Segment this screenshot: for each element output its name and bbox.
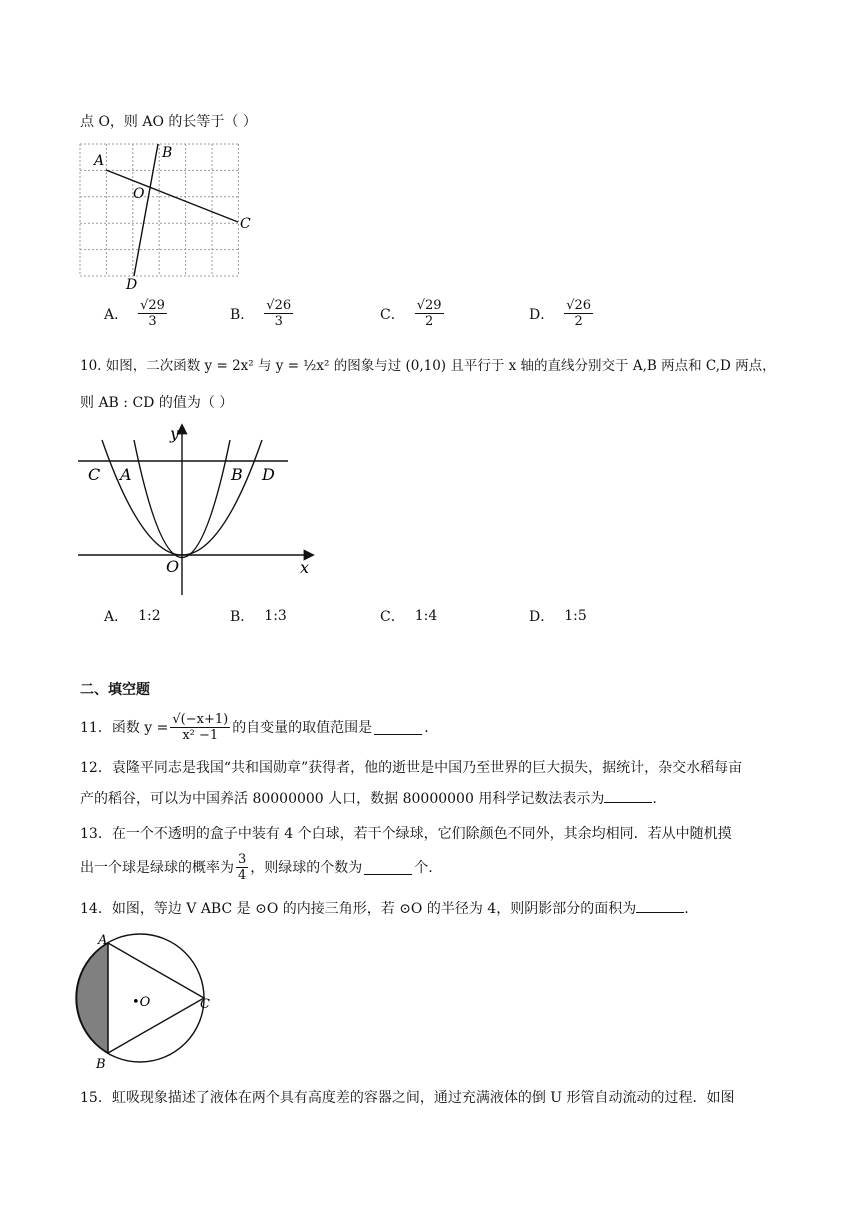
label-c: C	[200, 997, 210, 1012]
q10-option-c	[380, 606, 437, 626]
option-letter: C．	[380, 306, 405, 323]
label-d: D	[126, 277, 138, 293]
q12-line1: 12．袁隆平同志是我国“共和国勋章”获得者，他的逝世是中国乃至世界的巨大损失，据统计，杂交水稻每亩	[80, 760, 743, 776]
label-x: x	[300, 558, 310, 577]
section-heading: 二、填空题	[80, 682, 150, 698]
label-y: y	[170, 424, 180, 443]
shaded-segment	[77, 943, 108, 1053]
q13-fraction: $\frac{3}{4}$	[238, 852, 247, 883]
q13-line2-suffix: ，则绿球的个数为	[250, 859, 363, 876]
option-letter: B．	[230, 609, 255, 625]
q12-line2: 产的稻谷，可以为中国养活 80000000 人口，数据 80000000 用科学记数法表示为	[80, 791, 605, 807]
answer-blank[interactable]	[636, 898, 684, 913]
option-fraction: $\frac{√29}{3}$	[140, 298, 165, 329]
q10-option-a	[104, 606, 161, 626]
answer-blank[interactable]	[364, 860, 412, 875]
q11-prefix: 11．函数 y =	[80, 719, 169, 736]
label-o: O	[133, 186, 145, 202]
label-a: A	[94, 153, 105, 169]
option-letter: A．	[104, 609, 129, 625]
label-c: C	[88, 465, 101, 484]
q12-end: .	[652, 791, 657, 807]
q13-line2-prefix: 出一个球是绿球的概率为	[80, 859, 234, 876]
answer-blank[interactable]	[604, 788, 652, 803]
q10-option-b	[230, 606, 287, 626]
q9-option-b	[230, 298, 293, 329]
q9-stem-tail: 点 O，则 AO 的长等于（ ）	[80, 114, 257, 130]
segment-ac	[106, 170, 238, 222]
option-text: 1:4	[414, 608, 438, 624]
q9-option-d	[529, 298, 593, 329]
label-b: B	[96, 1057, 106, 1072]
label-a: A	[120, 465, 132, 484]
q10-line1: 10. 如图，二次函数 y = 2x² 与 y = ½x² 的图象与过 (0,10) 且平行于 x 轴的直线分别交于 A,B 两点和 C,D 两点，	[80, 358, 776, 374]
option-text: 1:3	[264, 608, 287, 624]
label-d: D	[262, 465, 275, 484]
q14-circle-figure	[72, 932, 232, 1072]
label-o: •O	[132, 995, 151, 1010]
q10-parabola-figure	[72, 420, 322, 600]
option-fraction: $\frac{√29}{2}$	[416, 298, 442, 329]
q11-suffix: 的自变量的取值范围是	[232, 719, 373, 736]
q13-end: 个.	[414, 859, 433, 876]
q9-option-a	[104, 298, 167, 329]
option-text: 1:2	[138, 608, 161, 624]
label-b: B	[231, 465, 243, 484]
label-b: B	[162, 145, 173, 161]
q14-text: 14．如图，等边 V ABC 是 ⊙O 的内接三角形，若 ⊙O 的半径为 4，则阴影部分的面积为	[80, 901, 637, 917]
option-text: 1:5	[564, 608, 587, 624]
option-letter: D．	[529, 306, 555, 323]
option-letter: B．	[230, 306, 255, 323]
label-a: A	[98, 933, 108, 948]
segment-bd	[134, 144, 158, 276]
equilateral-triangle	[108, 943, 204, 1053]
q11-end: .	[424, 719, 429, 736]
answer-blank[interactable]	[374, 720, 422, 735]
option-fraction: $\frac{√26}{2}$	[566, 298, 592, 329]
q15-line1: 15．虹吸现象描述了液体在两个具有高度差的容器之间，通过充满液体的倒 U 形管自动流动的过程．如图	[80, 1090, 735, 1106]
label-o: O	[166, 557, 180, 576]
option-letter: C．	[380, 609, 405, 625]
label-c: C	[240, 216, 251, 232]
q11	[80, 712, 429, 743]
option-letter: A．	[104, 306, 129, 323]
q10-line2: 则 AB : CD 的值为（ ）	[80, 395, 234, 411]
q12-line2-wrap	[80, 788, 657, 809]
q14-line	[80, 898, 689, 919]
option-fraction: $\frac{√26}{3}$	[266, 298, 292, 329]
q9-grid-figure	[74, 136, 254, 296]
q9-option-c	[380, 298, 444, 329]
q10-option-d	[529, 606, 587, 626]
q14-end: .	[684, 901, 689, 917]
q13-line1: 13．在一个不透明的盒子中装有 4 个白球，若干个绿球，它们除颜色不同外，其余均相同．若从中随机摸	[80, 826, 732, 842]
q13-line2	[80, 852, 433, 883]
option-letter: D．	[529, 609, 555, 625]
q11-fraction: $\frac{√(-x+1)}{\text{x² −1}}$	[172, 712, 229, 743]
